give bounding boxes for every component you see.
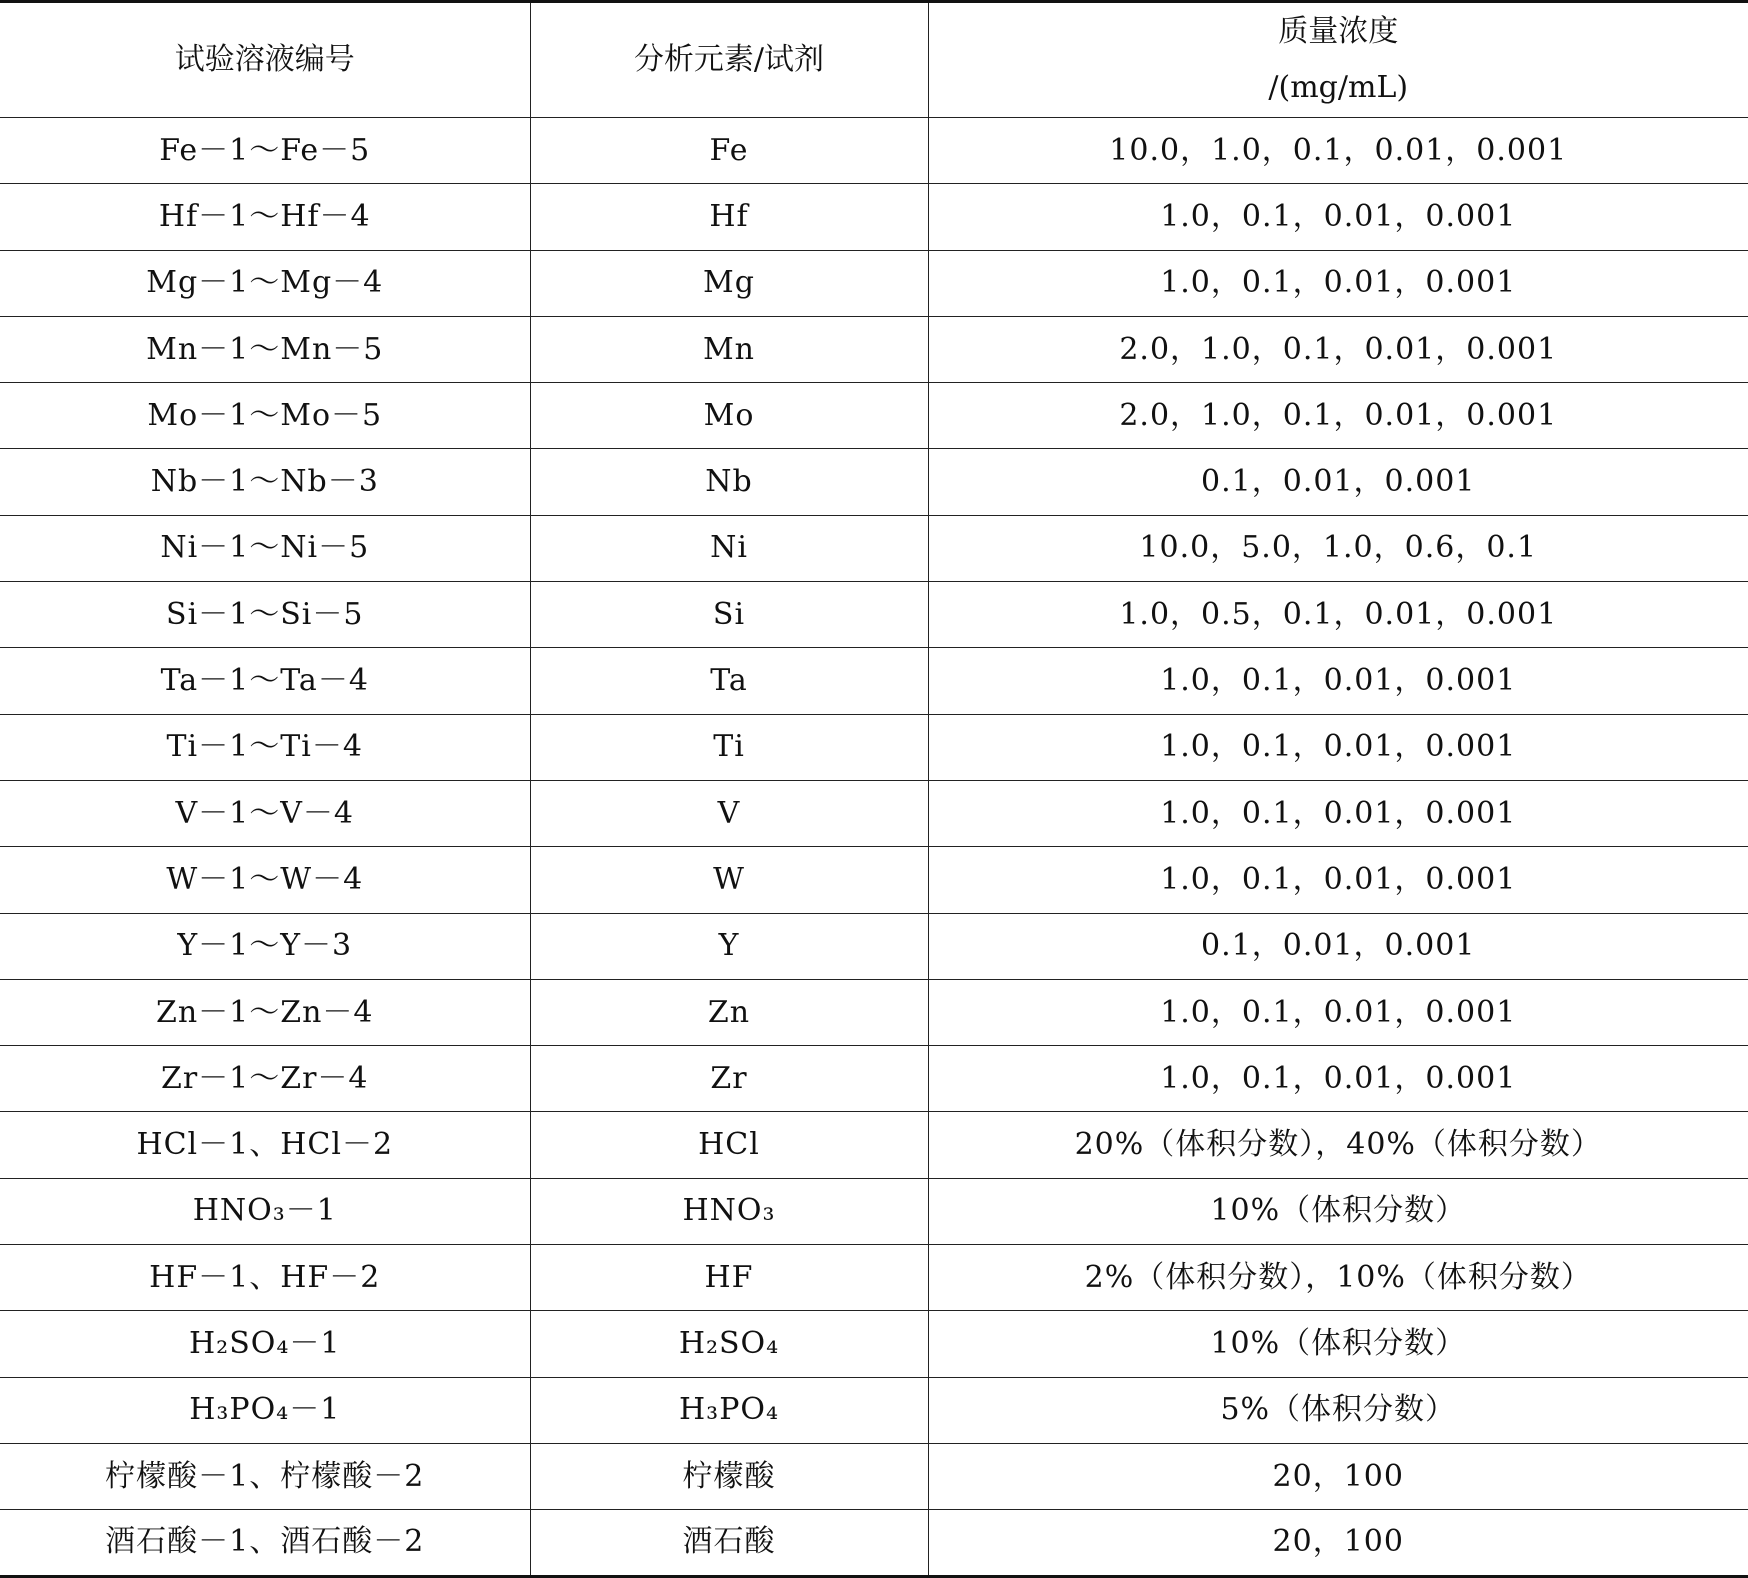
- cell-solution-id: Fe－1～Fe－5: [0, 118, 530, 184]
- cell-concentration: 1.0，0.1，0.01，0.001: [928, 250, 1748, 316]
- cell-element: Y: [530, 913, 928, 979]
- header-row: [0, 2, 1748, 118]
- cell-element: Ta: [530, 648, 928, 714]
- cell-solution-id: W－1～W－4: [0, 847, 530, 913]
- table-row: [0, 184, 1748, 250]
- header-conc-title: 质量浓度: [1278, 14, 1399, 49]
- cell-element: H₃PO₄: [530, 1377, 928, 1443]
- cell-concentration: 1.0，0.5，0.1，0.01，0.001: [928, 582, 1748, 648]
- cell-concentration: 10.0，1.0，0.1，0.01，0.001: [928, 118, 1748, 184]
- table-row: [0, 250, 1748, 316]
- cell-element: Zr: [530, 1046, 928, 1112]
- cell-solution-id: 酒石酸－1、酒石酸－2: [0, 1510, 530, 1576]
- table-row: [0, 1112, 1748, 1178]
- cell-concentration: 10%（体积分数）: [928, 1311, 1748, 1377]
- cell-concentration: 0.1，0.01，0.001: [928, 913, 1748, 979]
- table-row: [0, 913, 1748, 979]
- table-header: [0, 2, 1748, 118]
- cell-solution-id: V－1～V－4: [0, 780, 530, 846]
- cell-concentration: 1.0，0.1，0.01，0.001: [928, 979, 1748, 1045]
- cell-concentration: 2.0，1.0，0.1，0.01，0.001: [928, 383, 1748, 449]
- cell-concentration: 20，100: [928, 1510, 1748, 1576]
- table-row: [0, 1311, 1748, 1377]
- cell-concentration: 1.0，0.1，0.01，0.001: [928, 847, 1748, 913]
- table-row: [0, 1178, 1748, 1244]
- cell-solution-id: Ta－1～Ta－4: [0, 648, 530, 714]
- cell-solution-id: HCl－1、HCl－2: [0, 1112, 530, 1178]
- table-row: [0, 515, 1748, 581]
- cell-element: Hf: [530, 184, 928, 250]
- header-solution-id: 试验溶液编号: [0, 2, 530, 118]
- cell-solution-id: Mn－1～Mn－5: [0, 316, 530, 382]
- table-row: [0, 582, 1748, 648]
- table-row: [0, 383, 1748, 449]
- table-body: [0, 118, 1748, 1577]
- cell-concentration: 2.0，1.0，0.1，0.01，0.001: [928, 316, 1748, 382]
- table-row: [0, 780, 1748, 846]
- cell-solution-id: Ti－1～Ti－4: [0, 714, 530, 780]
- table-row: [0, 1443, 1748, 1509]
- cell-element: 酒石酸: [530, 1510, 928, 1576]
- cell-concentration: 10%（体积分数）: [928, 1178, 1748, 1244]
- cell-concentration: 1.0，0.1，0.01，0.001: [928, 1046, 1748, 1112]
- cell-solution-id: Zn－1～Zn－4: [0, 979, 530, 1045]
- cell-solution-id: Ni－1～Ni－5: [0, 515, 530, 581]
- cell-element: Mg: [530, 250, 928, 316]
- table-row: [0, 1245, 1748, 1311]
- table-row: [0, 118, 1748, 184]
- cell-concentration: 10.0，5.0，1.0，0.6，0.1: [928, 515, 1748, 581]
- cell-element: Ti: [530, 714, 928, 780]
- cell-element: HNO₃: [530, 1178, 928, 1244]
- cell-element: Si: [530, 582, 928, 648]
- cell-solution-id: H₂SO₄－1: [0, 1311, 530, 1377]
- cell-concentration: 1.0，0.1，0.01，0.001: [928, 780, 1748, 846]
- table-row: [0, 1377, 1748, 1443]
- cell-solution-id: Zr－1～Zr－4: [0, 1046, 530, 1112]
- cell-element: Fe: [530, 118, 928, 184]
- table-row: [0, 1510, 1748, 1576]
- cell-concentration: 0.1，0.01，0.001: [928, 449, 1748, 515]
- cell-element: Nb: [530, 449, 928, 515]
- cell-concentration: 20%（体积分数），40%（体积分数）: [928, 1112, 1748, 1178]
- table-row: [0, 1046, 1748, 1112]
- cell-concentration: 2%（体积分数），10%（体积分数）: [928, 1245, 1748, 1311]
- cell-solution-id: Mg－1～Mg－4: [0, 250, 530, 316]
- header-element-reagent: 分析元素/试剂: [530, 2, 928, 118]
- cell-element: 柠檬酸: [530, 1443, 928, 1509]
- cell-concentration: 1.0，0.1，0.01，0.001: [928, 184, 1748, 250]
- table-row: [0, 316, 1748, 382]
- cell-element: Mn: [530, 316, 928, 382]
- header-mass-concentration: [928, 2, 1748, 118]
- cell-solution-id: 柠檬酸－1、柠檬酸－2: [0, 1443, 530, 1509]
- cell-concentration: 5%（体积分数）: [928, 1377, 1748, 1443]
- cell-element: HF: [530, 1245, 928, 1311]
- cell-concentration: 20，100: [928, 1443, 1748, 1509]
- cell-concentration: 1.0，0.1，0.01，0.001: [928, 714, 1748, 780]
- cell-solution-id: Mo－1～Mo－5: [0, 383, 530, 449]
- cell-solution-id: H₃PO₄－1: [0, 1377, 530, 1443]
- table-row: [0, 648, 1748, 714]
- cell-concentration: 1.0，0.1，0.01，0.001: [928, 648, 1748, 714]
- cell-element: V: [530, 780, 928, 846]
- table-row: [0, 979, 1748, 1045]
- cell-solution-id: HF－1、HF－2: [0, 1245, 530, 1311]
- cell-element: H₂SO₄: [530, 1311, 928, 1377]
- table-row: [0, 449, 1748, 515]
- cell-solution-id: Nb－1～Nb－3: [0, 449, 530, 515]
- table-row: [0, 847, 1748, 913]
- cell-solution-id: Y－1～Y－3: [0, 913, 530, 979]
- cell-element: Zn: [530, 979, 928, 1045]
- header-conc-unit: /(mg/mL): [1268, 70, 1409, 105]
- cell-solution-id: Hf－1～Hf－4: [0, 184, 530, 250]
- cell-solution-id: HNO₃－1: [0, 1178, 530, 1244]
- cell-element: Ni: [530, 515, 928, 581]
- cell-element: HCl: [530, 1112, 928, 1178]
- cell-element: W: [530, 847, 928, 913]
- cell-element: Mo: [530, 383, 928, 449]
- cell-solution-id: Si－1～Si－5: [0, 582, 530, 648]
- table-row: [0, 714, 1748, 780]
